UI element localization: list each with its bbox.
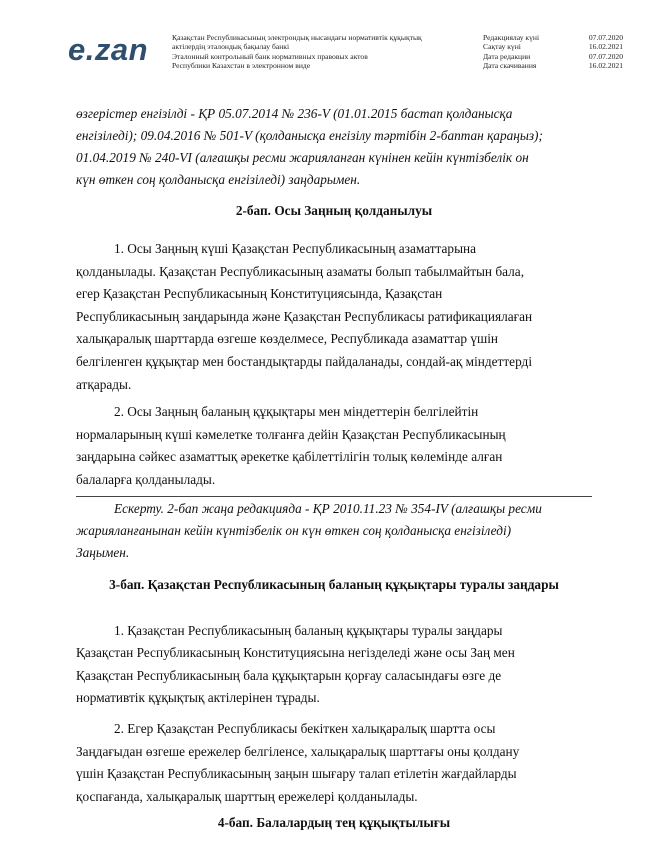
article-4-title: 4-бап. Балалардың тең құқықтылығы <box>217 815 451 831</box>
meta-value: 16.02.2021 <box>588 42 623 52</box>
meta-label: Дата редакции <box>483 51 531 61</box>
meta-label: Сақтау күні <box>483 42 521 52</box>
text-line: Заңымен. <box>76 544 130 560</box>
text-line: 2. Егер Қазақстан Республикасы бекіткен халықаралық шартта осы <box>114 720 496 736</box>
header-title-line: Эталонный контрольный банк нормативных правовых актов <box>172 51 368 61</box>
text-line: 1. Қазақстан Республикасының баланың құқықтары туралы заңдары <box>114 622 503 638</box>
amendment-note <box>76 103 592 191</box>
text-line: Республикасының заңдарында және Қазақстан Республикасы ратификациялаған <box>76 308 533 324</box>
text-line: 2. Осы Заңның баланың құқықтары мен міндеттерін белгілейтін <box>114 404 479 420</box>
text-line: Ескерту. 2-бап жаңа редакцияда - ҚР 2010.11.23 № 354-IV (алғашқы ресми <box>114 500 542 516</box>
text-line: қоспағанда, халықаралық шарттың ережелері қолданылады. <box>76 788 418 804</box>
meta-row <box>483 61 623 70</box>
header-title-line: Қазақстан Республикасының электрондық нысандағы нормативтік құқықтық <box>172 33 422 42</box>
header-meta <box>483 33 623 71</box>
article-2-remark <box>76 498 592 564</box>
text-line: 01.04.2019 № 240-VI (алғашқы ресми жарияланған күнінен кейін күнтізбелік он <box>76 150 529 165</box>
text-line: үшін Қазақстан Республикасының заңын шығару талап етілетін жағдайларды <box>76 766 517 782</box>
text-line: 1. Осы Заңның күші Қазақстан Республикасының азаматтарына <box>114 241 477 256</box>
meta-row <box>483 52 623 61</box>
text-line: белгіленген құқықтар мен бостандықтарды пайдаланады, сондай-ақ міндеттерді <box>76 353 533 369</box>
text-line: жарияланғанынан кейін күнтізбелік он күн өткен соң қолданысқа енгізіледі) <box>76 522 512 538</box>
header-title-line: Республики Казахстан в электронном виде <box>172 61 311 71</box>
header-titles <box>172 33 472 71</box>
article-3-title: 3-бап. Қазақстан Республикасының баланың құқықтары туралы заңдары <box>109 576 559 592</box>
document-header <box>0 0 657 86</box>
text-line: нормативтік құқықтық актілерінен тұрады. <box>76 690 320 706</box>
meta-label: Редакциялау күні <box>483 33 540 42</box>
meta-label: Дата скачивания <box>483 61 537 71</box>
meta-value: 16.02.2021 <box>588 61 623 71</box>
meta-row <box>483 33 623 42</box>
meta-row <box>483 42 623 51</box>
document-body <box>76 103 592 834</box>
meta-value: 07.07.2020 <box>588 33 623 42</box>
article-3-paragraph-1 <box>76 620 592 710</box>
article-2-paragraph-1 <box>76 238 592 396</box>
text-line: енгізіледі); 09.04.2016 № 501-V (қолданысқа енгізілу тәртібін 2-баптан қараңыз); <box>76 128 543 143</box>
text-line: халықаралық шарттарда өзгеше көзделмесе, Республикада азаматтар үшін <box>76 331 499 347</box>
text-line: қолданылады. Қазақстан Республикасының азаматы болып табылмайтын бала, <box>76 263 525 279</box>
meta-value: 07.07.2020 <box>588 51 623 61</box>
text-line: балаларға қолданылады. <box>76 471 216 487</box>
text-line: Қазақстан Республикасының Конституциясына негізделеді және осы Заң мен <box>76 645 515 661</box>
text-line: Заңдағыдан өзгеше ережелер белгіленсе, халықаралық шарттағы оны қолдану <box>76 743 520 759</box>
note-divider <box>76 496 592 497</box>
text-line: күн өткен соң қолданысқа енгізіледі) заңдарымен. <box>76 172 361 187</box>
text-line: заңдарына сәйкес азаматтық әрекетке қабілеттілігін толық көлемінде алған <box>76 449 503 465</box>
article-3-paragraph-2 <box>76 718 592 808</box>
text-line: нормаларының күші кәмелетке толғанға дейін Қазақстан Республикасының <box>76 426 506 442</box>
text-line: өзгерістер енгізілді - ҚР 05.07.2014 № 236-V (01.01.2015 бастап қолданысқа <box>76 106 513 121</box>
text-line: егер Қазақстан Республикасының Конституциясында, Қазақстан <box>76 286 443 302</box>
ezan-logo[interactable]: e.zan <box>68 32 149 67</box>
article-2-title: 2-бап. Осы Заңның қолданылуы <box>235 203 433 218</box>
header-title-line: актілердің эталондық бақылау банкі <box>172 42 290 52</box>
text-line: атқарады. <box>76 376 132 392</box>
article-2-paragraph-2 <box>76 401 592 491</box>
text-line: Қазақстан Республикасының бала құқықтарын қорғау саласындағы өзге де <box>76 667 502 683</box>
